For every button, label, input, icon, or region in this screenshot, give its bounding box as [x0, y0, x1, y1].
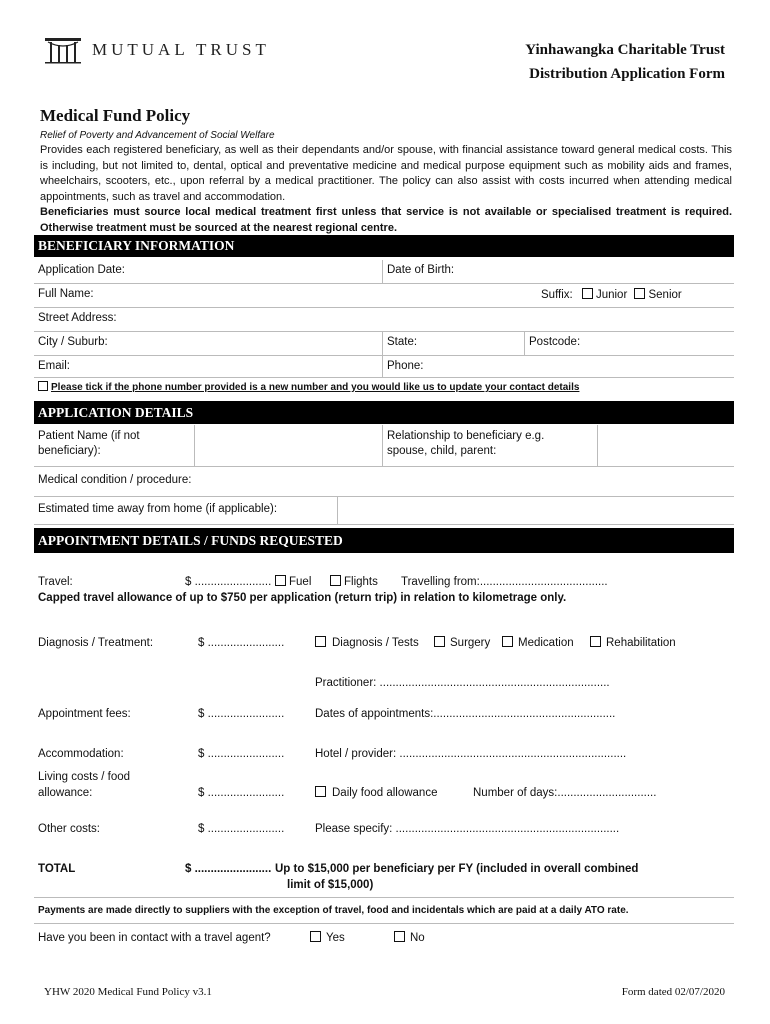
relationship-label-2: spouse, child, parent: [387, 445, 497, 457]
diagnosis-tests-option [315, 636, 419, 649]
fuel-checkbox[interactable] [275, 575, 286, 586]
postcode-label: Postcode: [529, 336, 581, 348]
row-patient [34, 425, 734, 467]
row-email [34, 356, 734, 378]
city-field[interactable] [34, 332, 384, 355]
logo-text: MUTUAL TRUST [92, 40, 270, 59]
total-label: TOTAL [38, 863, 76, 875]
street-address-label: Street Address: [38, 312, 117, 324]
diagnosis-tests-label: Diagnosis / Tests [332, 637, 419, 649]
rehabilitation-option [590, 636, 676, 649]
phone-field[interactable] [382, 356, 734, 377]
full-name-label: Full Name: [38, 288, 94, 300]
fuel-label: Fuel [289, 576, 312, 588]
mutual-trust-logo-icon [44, 36, 82, 64]
travel-agent-yes-option [310, 931, 345, 944]
patient-name-field[interactable] [194, 425, 384, 466]
row-full-name [34, 284, 734, 308]
relationship-label [382, 425, 597, 466]
time-away-label: Estimated time away from home (if applicable): [38, 503, 278, 515]
flights-checkbox[interactable] [330, 575, 341, 586]
surgery-option [434, 636, 490, 649]
application-date-field[interactable] [34, 260, 384, 283]
payments-note: Payments are made directly to suppliers with the exception of travel, food and incidentals which are paid at a daily ATO rate. [38, 905, 629, 916]
appointment-fees-label: Appointment fees: [38, 708, 131, 720]
daily-food-option [315, 786, 437, 799]
state-label: State: [387, 336, 418, 348]
dates-of-appointments-field[interactable]: Dates of appointments:......................................................... [315, 708, 616, 720]
relationship-label-1: Relationship to beneficiary e.g. [387, 430, 545, 442]
time-away-field[interactable] [337, 497, 734, 524]
form-title [525, 38, 725, 86]
phone-label: Phone: [387, 360, 424, 372]
email-field[interactable] [34, 356, 384, 377]
patient-name-label-2: beneficiary): [38, 445, 101, 457]
travel-agent-no-option [394, 931, 425, 944]
travel-cap-note: Capped travel allowance of up to $750 per application (return trip) in relation to kilometrage only. [38, 592, 567, 604]
divider-bottom [34, 923, 734, 924]
total-note-1: Up to $15,000 per beneficiary per FY (included in overall combined [275, 863, 639, 875]
travel-agent-question: Have you been in contact with a travel agent? [38, 932, 271, 944]
city-label: City / Suburb: [38, 336, 108, 348]
travel-agent-no-checkbox[interactable] [394, 931, 405, 942]
postcode-field[interactable] [524, 332, 734, 355]
street-address-field[interactable] [34, 308, 734, 331]
policy-subtitle: Relief of Poverty and Advancement of Social Welfare [40, 130, 275, 141]
travelling-from-field[interactable]: Travelling from:........................................ [401, 576, 608, 588]
application-heading: APPLICATION DETAILS [34, 401, 734, 424]
row-street [34, 308, 734, 332]
accommodation-label: Accommodation: [38, 748, 124, 760]
row-city [34, 332, 734, 356]
medical-condition-label: Medical condition / procedure: [38, 474, 192, 486]
daily-food-checkbox[interactable] [315, 786, 326, 797]
senior-label: Senior [648, 289, 682, 301]
full-name-field[interactable] [34, 284, 534, 307]
please-specify-field[interactable]: Please specify: ...................................................................... [315, 823, 620, 835]
row-condition [34, 467, 734, 497]
medication-option [502, 636, 574, 649]
living-costs-label-2: allowance: [38, 787, 93, 799]
phone-update-checkbox[interactable] [38, 381, 48, 391]
form-name: Distribution Application Form [529, 66, 725, 82]
travel-amount-field[interactable]: $ ........................ [185, 576, 272, 588]
surgery-checkbox[interactable] [434, 636, 445, 647]
date-of-birth-field[interactable] [382, 260, 734, 283]
accommodation-amount-field[interactable]: $ ........................ [198, 748, 285, 760]
beneficiary-heading: BENEFICIARY INFORMATION [34, 235, 734, 257]
other-costs-amount-field[interactable]: $ ........................ [198, 823, 285, 835]
suffix-label: Suffix: [541, 289, 573, 301]
travel-agent-yes-label: Yes [326, 932, 345, 944]
flights-option [330, 575, 378, 588]
patient-name-label-1: Patient Name (if not [38, 430, 140, 442]
divider-top [34, 897, 734, 898]
travel-agent-no-label: No [410, 932, 425, 944]
org-name: Yinhawangka Charitable Trust [525, 42, 725, 58]
medication-checkbox[interactable] [502, 636, 513, 647]
fuel-option [275, 575, 311, 588]
practitioner-field[interactable]: Practitioner: ........................................................................ [315, 677, 610, 689]
footer-date: Form dated 02/07/2020 [621, 986, 725, 998]
appointment-heading: APPOINTMENT DETAILS / FUNDS REQUESTED [34, 528, 734, 553]
policy-section [40, 106, 732, 237]
total-note-2: limit of $15,000) [287, 879, 374, 891]
application-date-label: Application Date: [38, 264, 125, 276]
phone-update-label: Please tick if the phone number provided is a new number and you would like us to update your contact details [51, 382, 580, 393]
policy-title: Medical Fund Policy [40, 106, 191, 125]
junior-checkbox[interactable] [582, 288, 593, 299]
living-costs-amount-field[interactable]: $ ........................ [198, 787, 285, 799]
footer-version: YHW 2020 Medical Fund Policy v3.1 [44, 986, 212, 998]
email-label: Email: [38, 360, 70, 372]
state-field[interactable] [382, 332, 525, 355]
medical-condition-field[interactable] [34, 467, 734, 496]
logo [44, 36, 270, 64]
hotel-provider-field[interactable]: Hotel / provider: ....................................................................... [315, 748, 627, 760]
page-header [0, 0, 770, 100]
relationship-field[interactable] [597, 425, 734, 466]
policy-note: Beneficiaries must source local medical treatment first unless that service is not available or specialised treatment is required. Otherwise treatment must be sourced at the nearest regional centre. [40, 206, 732, 234]
policy-body: Provides each registered beneficiary, as well as their dependants and/or spouse, with financial assistance toward general medical costs. This is including, but not limited to, dental, optical and preventative medicine and medical purpose equipment such as mobility aids and frames, wheelchairs, scooters, etc., upon referral by a medical practitioner. The policy can also assist with costs incurred when attending medical appointments, such as travel and accommodation. [40, 144, 732, 203]
junior-label: Junior [595, 289, 628, 301]
number-of-days-field[interactable]: Number of days:............................... [473, 787, 657, 799]
travel-agent-yes-checkbox[interactable] [310, 931, 321, 942]
total-amount-field[interactable]: $ ........................ [185, 863, 272, 875]
row-time-away [34, 497, 734, 525]
daily-food-label: Daily food allowance [332, 787, 438, 799]
diagnosis-amount-field[interactable]: $ ........................ [198, 637, 285, 649]
other-costs-label: Other costs: [38, 823, 100, 835]
diagnosis-label: Diagnosis / Treatment: [38, 637, 154, 649]
diagnosis-tests-checkbox[interactable] [315, 636, 326, 647]
living-costs-label-1: Living costs / food [38, 771, 131, 783]
medication-label: Medication [518, 637, 574, 649]
date-of-birth-label: Date of Birth: [387, 264, 455, 276]
surgery-label: Surgery [450, 637, 491, 649]
flights-label: Flights [344, 576, 378, 588]
patient-name-label [34, 425, 194, 466]
rehabilitation-checkbox[interactable] [590, 636, 601, 647]
row-application-date [34, 260, 734, 284]
appointment-fees-amount-field[interactable]: $ ........................ [198, 708, 285, 720]
senior-checkbox[interactable] [634, 288, 645, 299]
rehabilitation-label: Rehabilitation [606, 637, 676, 649]
phone-update-note [38, 381, 579, 393]
travel-label: Travel: [38, 576, 73, 588]
suffix-group [537, 284, 734, 307]
